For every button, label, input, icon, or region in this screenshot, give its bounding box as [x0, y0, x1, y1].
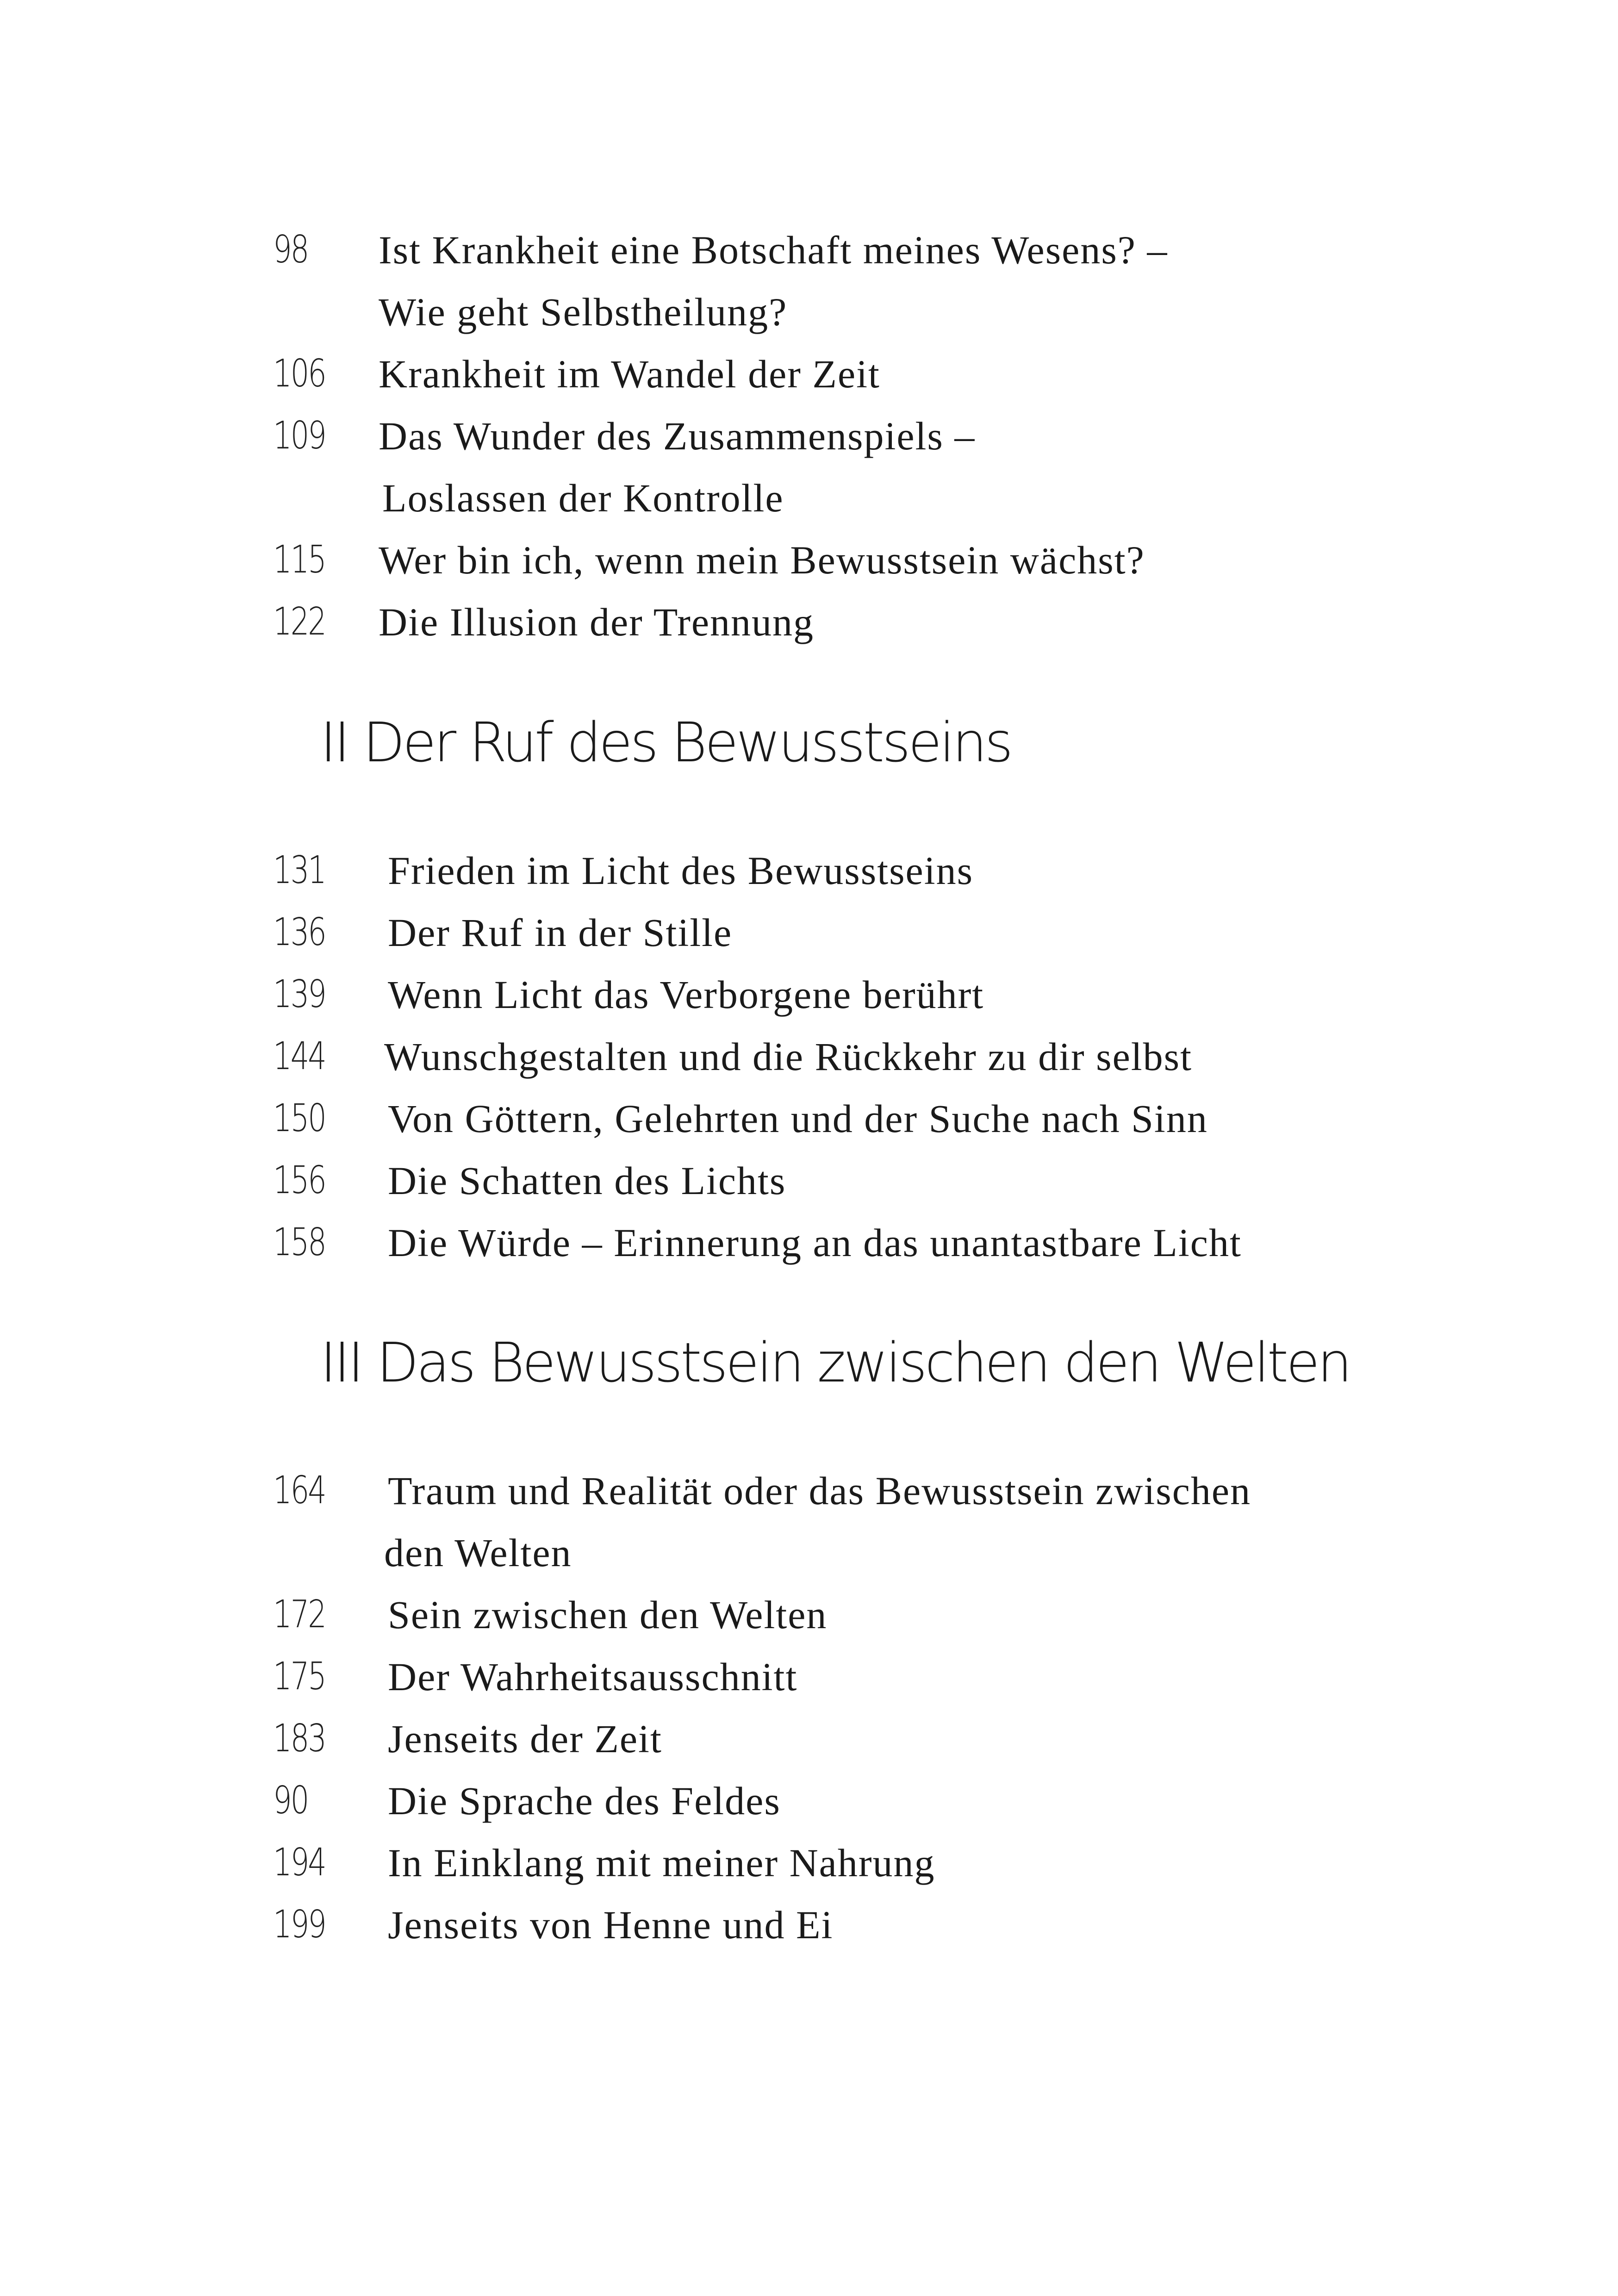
toc-entry: [0, 964, 1618, 1026]
page-number: 172: [273, 1593, 325, 1636]
page-number: 194: [273, 1841, 325, 1885]
page-number: 115: [273, 538, 325, 582]
entry-title: Die Schatten des Lichts: [388, 1158, 786, 1203]
entry-title: Frieden im Licht des Bewusstseins: [388, 848, 974, 893]
toc-entry: [0, 1646, 1618, 1708]
entry-title-continuation: Wie geht Selbstheilung?: [379, 290, 788, 334]
page-number: 175: [273, 1655, 325, 1699]
entry-title-continuation: den Welten: [384, 1531, 572, 1575]
toc-entry: [0, 1026, 1618, 1088]
page-number: 150: [273, 1096, 325, 1140]
entry-title: Das Wunder des Zusammenspiels –: [379, 414, 976, 458]
entry-title: Krankheit im Wandel der Zeit: [379, 352, 880, 396]
page-number: 90: [273, 1779, 308, 1823]
page-number: 122: [273, 600, 325, 644]
entry-title: Ist Krankheit eine Botschaft meines Wesens? –: [379, 228, 1168, 272]
entry-title: Der Wahrheitsausschnitt: [388, 1655, 798, 1699]
toc-entry: [0, 1212, 1618, 1274]
page-number: 139: [273, 972, 325, 1016]
page-number: 136: [273, 910, 325, 954]
entry-title-continuation: Loslassen der Kontrolle: [382, 476, 784, 520]
page-number: 98: [273, 228, 308, 272]
page-number: 106: [273, 352, 325, 396]
entry-title: Die Sprache des Feldes: [388, 1779, 781, 1823]
toc-entry: [0, 902, 1618, 964]
page-number: 164: [273, 1468, 325, 1512]
toc-entry: [0, 1770, 1618, 1832]
entry-title: Wunschgestalten und die Rückkehr zu dir selbst: [384, 1034, 1193, 1079]
entry-title: Die Illusion der Trennung: [379, 600, 815, 644]
entry-title: Traum und Realität oder das Bewusstsein zwischen: [388, 1468, 1251, 1513]
toc-entry: [0, 1584, 1618, 1646]
toc-entry: [0, 840, 1618, 902]
toc-entry: [0, 1832, 1618, 1894]
page-number: 131: [273, 848, 325, 892]
entry-title: Wer bin ich, wenn mein Bewusstsein wächst?: [379, 538, 1145, 582]
entry-title: Sein zwischen den Welten: [388, 1593, 828, 1637]
toc-entry: [0, 1894, 1618, 1956]
toc-entry: [0, 1150, 1618, 1212]
page-number: 183: [273, 1717, 325, 1761]
page-number: 158: [273, 1220, 325, 1264]
toc-entry: [0, 1708, 1618, 1770]
toc-entry: [0, 1088, 1618, 1150]
entry-title: Von Göttern, Gelehrten und der Suche nach Sinn: [388, 1096, 1208, 1141]
page-number: 199: [273, 1903, 325, 1947]
section-heading: II Der Ruf des Bewusstseins: [320, 710, 1011, 774]
entry-title: Wenn Licht das Verborgene berührt: [388, 972, 984, 1017]
entry-title: Der Ruf in der Stille: [388, 910, 733, 955]
entry-title: Jenseits der Zeit: [388, 1717, 662, 1761]
section-heading: III Das Bewusstsein zwischen den Welten: [320, 1331, 1350, 1394]
toc-entry: [0, 219, 1618, 281]
entry-title: Die Würde – Erinnerung an das unantastbare Licht: [388, 1220, 1242, 1265]
page-number: 109: [273, 414, 325, 458]
entry-title: In Einklang mit meiner Nahrung: [388, 1841, 935, 1885]
toc-entry: [0, 591, 1618, 653]
page-number: 156: [273, 1158, 325, 1202]
toc-entry: [0, 529, 1618, 591]
page-number: 144: [273, 1034, 325, 1078]
toc-entry: [0, 1460, 1618, 1522]
toc-entry: [0, 343, 1618, 405]
entry-title: Jenseits von Henne und Ei: [388, 1903, 834, 1947]
toc-entry: [0, 405, 1618, 467]
